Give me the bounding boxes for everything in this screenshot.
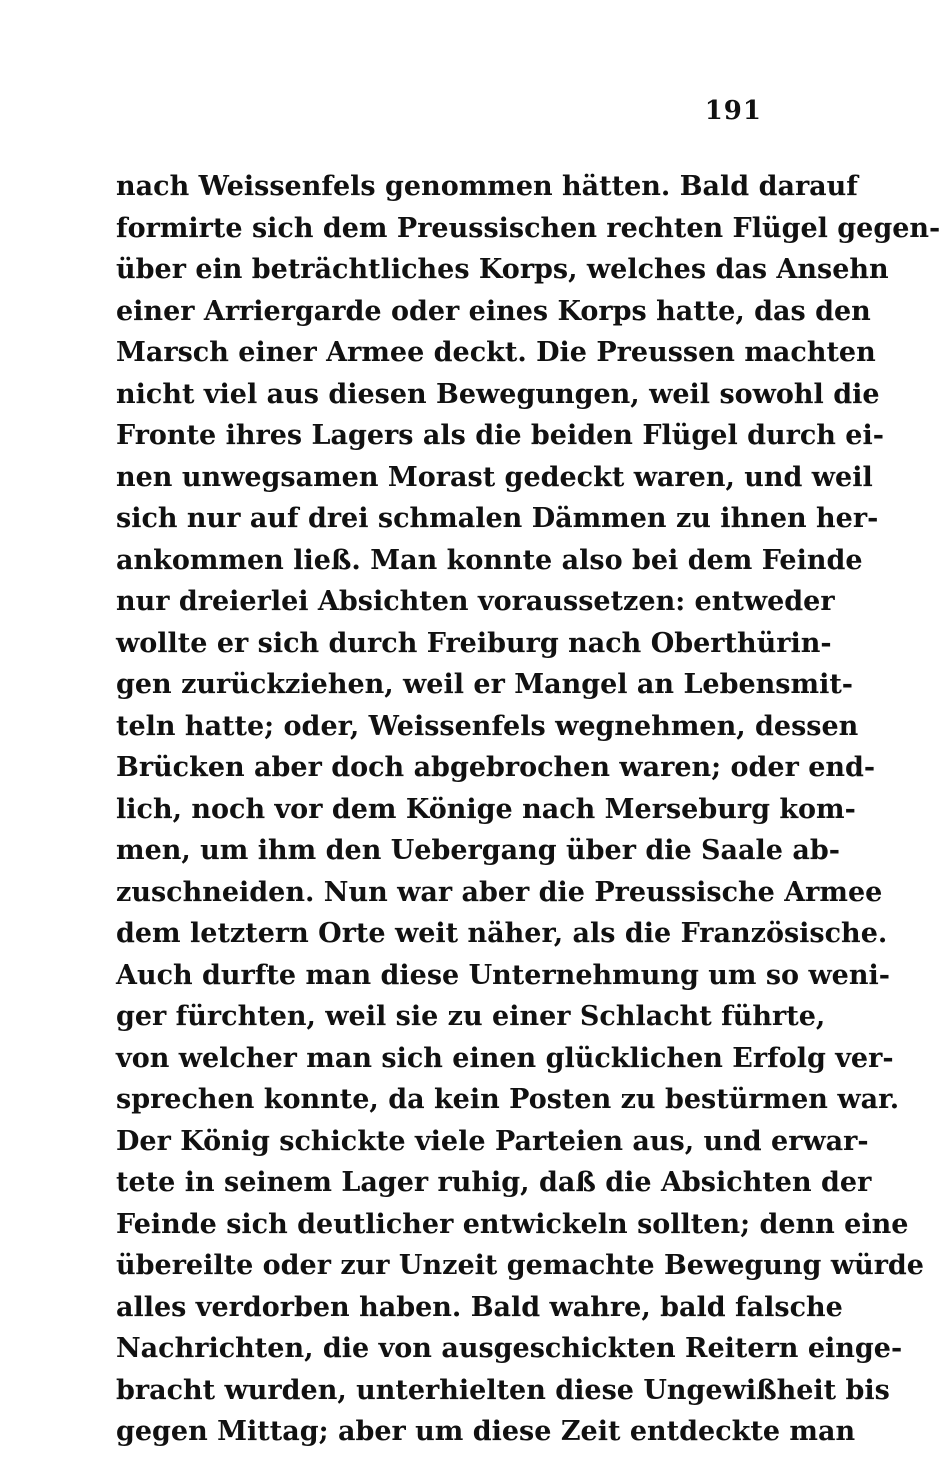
text-line: ger fürchten, weil sie zu einer Schlacht führte, bbox=[116, 1001, 826, 1032]
text-line: lich, noch vor dem Könige nach Merseburg kom- bbox=[116, 793, 856, 825]
text-line: einer Arriergarde oder eines Korps hatte, das den bbox=[116, 295, 871, 327]
text-line: Nachrichten, die von ausgeschickten Reitern einge- bbox=[116, 1333, 903, 1364]
text-line: Brücken aber doch abgebrochen waren; oder end- bbox=[116, 752, 876, 783]
text-line: Feinde sich deutlicher entwickeln sollten; denn eine bbox=[116, 1208, 909, 1240]
page-number: 191 bbox=[704, 96, 762, 126]
text-line: formirte sich dem Preussischen rechten Flügel gegen- bbox=[116, 212, 940, 244]
text-line: über ein beträchtliches Korps, welches das Ansehn bbox=[116, 254, 889, 285]
text-line: tete in seinem Lager ruhig, daß die Absichten der bbox=[116, 1167, 872, 1198]
text-line: sich nur auf drei schmalen Dämmen zu ihnen her- bbox=[116, 503, 879, 534]
text-line: Der König schickte viele Parteien aus, und erwar- bbox=[116, 1125, 869, 1157]
text-line: dem letztern Orte weit näher, als die Französische. bbox=[116, 918, 888, 949]
text-line: nen unwegsamen Morast gedeckt waren, und weil bbox=[116, 461, 873, 493]
text-line: sprechen konnte, da kein Posten zu bestürmen war. bbox=[116, 1084, 900, 1115]
body-text bbox=[116, 166, 940, 1453]
text-line: übereilte oder zur Unzeit gemachte Bewegung würde bbox=[116, 1250, 924, 1281]
text-line: gen zurückziehen, weil er Mangel an Lebensmit- bbox=[116, 669, 854, 700]
text-line: zuschneiden. Nun war aber die Preussische Armee bbox=[116, 876, 883, 908]
text-line: teln hatte; oder, Weissenfels wegnehmen, dessen bbox=[116, 710, 859, 742]
text-line: Fronte ihres Lagers als die beiden Flügel durch ei- bbox=[116, 420, 884, 451]
text-line: nur dreierlei Absichten voraussetzen: entweder bbox=[116, 586, 835, 617]
text-line: nicht viel aus diesen Bewegungen, weil sowohl die bbox=[116, 378, 880, 410]
text-line: alles verdorben haben. Bald wahre, bald falsche bbox=[116, 1291, 843, 1323]
text-line: ankommen ließ. Man konnte also bei dem Feinde bbox=[116, 544, 863, 576]
text-line: wollte er sich durch Freiburg nach Oberthürin- bbox=[116, 627, 832, 659]
text-line: gegen Mittag; aber um diese Zeit entdeckte man bbox=[116, 1416, 856, 1447]
text-line: Auch durfte man diese Unternehmung um so weni- bbox=[116, 959, 890, 991]
text-line: von welcher man sich einen glücklichen Erfolg ver- bbox=[116, 1042, 894, 1074]
text-line: nach Weissenfels genommen hätten. Bald darauf bbox=[116, 171, 858, 202]
text-line: Marsch einer Armee deckt. Die Preussen machten bbox=[116, 337, 876, 368]
text-line: men, um ihm den Uebergang über die Saale ab- bbox=[116, 835, 840, 866]
text-line: bracht wurden, unterhielten diese Ungewißheit bis bbox=[116, 1374, 890, 1406]
